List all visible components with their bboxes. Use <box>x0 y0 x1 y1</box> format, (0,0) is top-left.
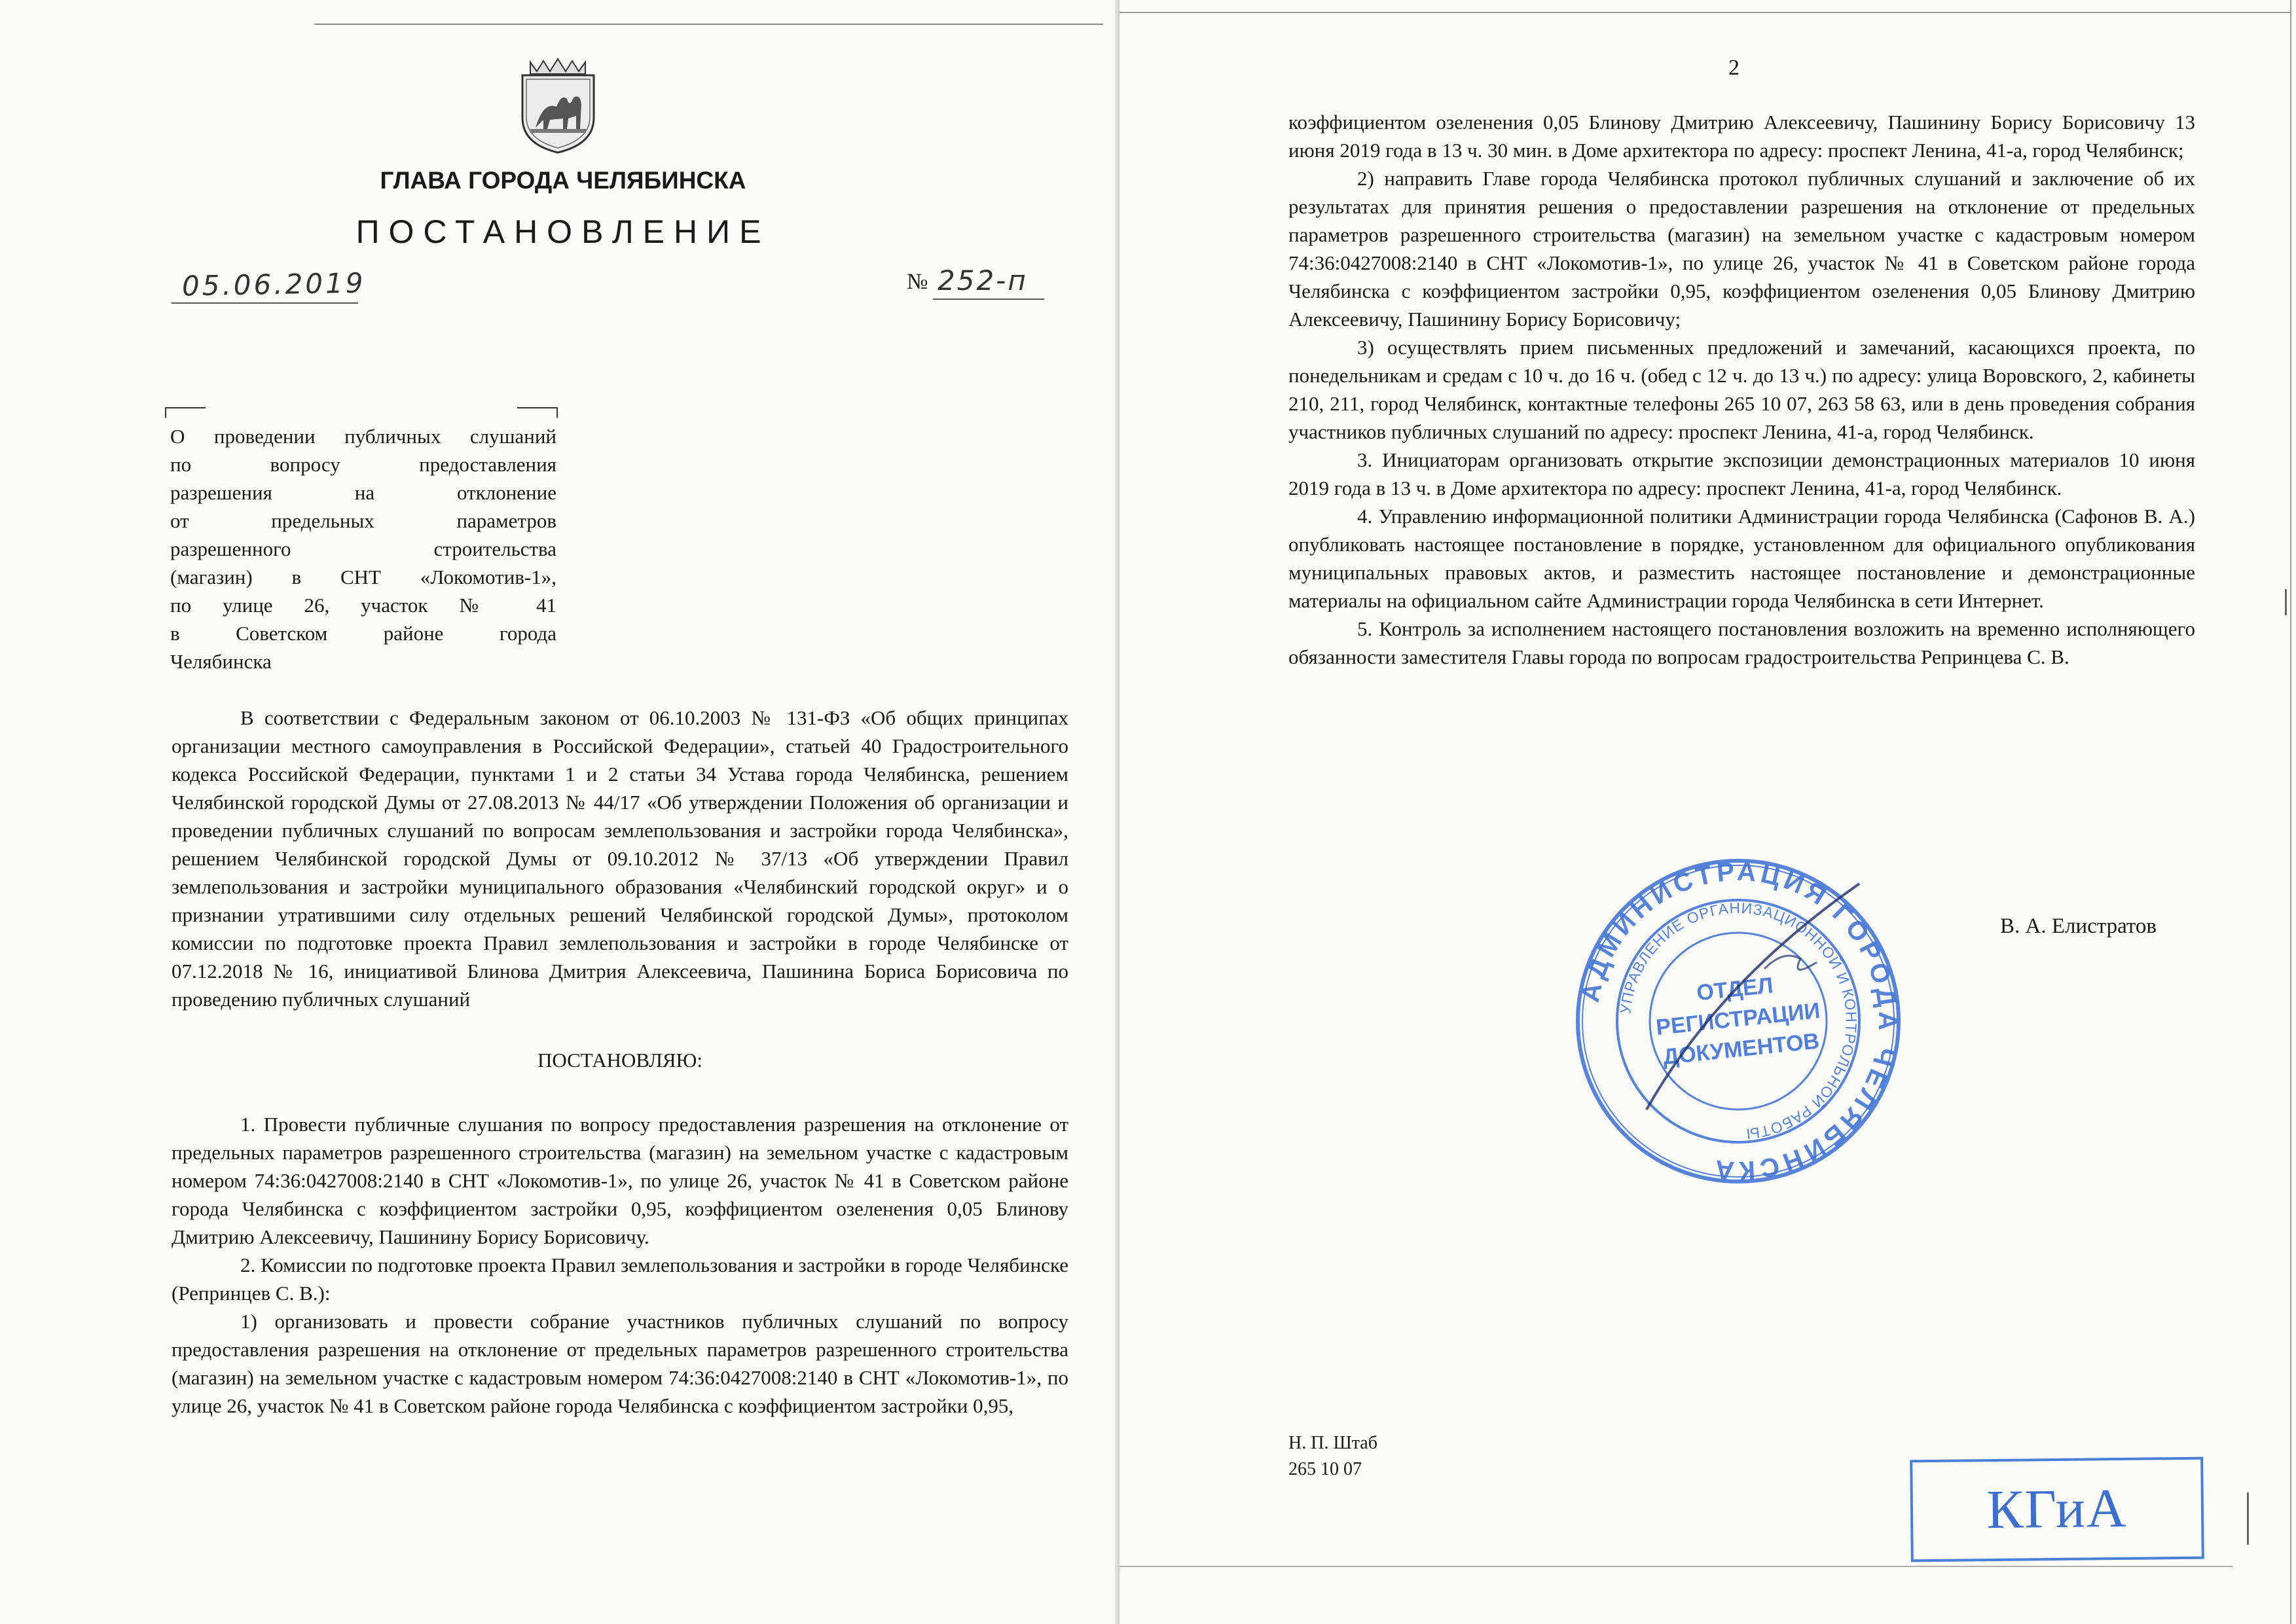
scan-mark <box>2247 1492 2249 1545</box>
department-box-stamp: КГиА <box>1910 1457 2204 1562</box>
subject-line: (магазин) в СНТ «Локомотив-1», <box>170 566 556 588</box>
item-2-3: 3) осуществлять прием письменных предложений и замечаний, касающихся проекта, по понедельникам и средам с 10 ч. до 16 ч. (обед с 12 ч. до 13 ч.) по адресу: улица Воровского, 2, кабинеты 210, 211, город Челябинск, контактные телефоны 265 10 07, 263 58 63, или в день проведения собрания участников публичных слушаний по адресу: проспект Ленина, 41-а, город Челябинск. <box>1288 336 2195 443</box>
item-4: 4. Управлению информационной политики Администрации города Челябинска (Сафонов В. А.) опубликовать настоящее постановление в порядке, установленном для официального опубликования муниципальных правовых актов, и разместить настоящее постановление и демонстрационные материалы на официальном сайте Администрации города Челябинска в сети Интернет. <box>1288 505 2195 612</box>
subject-line: разрешенного строительства <box>170 537 556 560</box>
item-2: 2. Комиссии по подготовке проекта Правил землепользования и застройки в городе Челябинске (Репринцев С. В.): <box>172 1254 1068 1305</box>
subject-line: Челябинска <box>170 650 272 673</box>
scan-edge-bottom <box>1120 1566 2232 1567</box>
item-2-1-start: 1) организовать и провести собрание участников публичных слушаний по вопросу предоставления разрешения на отклонение от предельных параметров разрешенного строительства (магазин) на земельном участке с кадастровым номером 74:36:0427008:2140 в СНТ «Локомотив-1», по улице 26, участок № 41 в Советском районе города Челябинска с коэффициентом застройки 0,95, <box>172 1310 1068 1417</box>
subject-line: разрешения на отклонение <box>170 481 556 504</box>
scan-edge-top <box>314 24 1103 25</box>
subject-corner-right <box>517 407 558 418</box>
stamp-center-line: РЕГИСТРАЦИИ <box>1654 998 1821 1041</box>
page-1 <box>0 0 1120 1624</box>
date-underline <box>172 302 358 304</box>
stamp-center-line: ОТДЕЛ <box>1695 973 1775 1006</box>
authority-title: ГЛАВА ГОРОДА ЧЕЛЯБИНСКА <box>380 167 746 194</box>
page-number: 2 <box>1728 56 1740 80</box>
handwritten-date: 05.06.2019 <box>181 266 366 302</box>
executor-phone: 265 10 07 <box>1288 1459 1362 1479</box>
number-sign: № <box>907 270 928 294</box>
item-3: 3. Инициаторам организовать открытие экспозиции демонстрационных материалов 10 июня 2019 года в 13 ч. в Доме архитектора по адресу: проспект Ленина, 41-а, город Челябинск. <box>1288 448 2195 499</box>
preamble: В соответствии с Федеральным законом от 06.10.2003 № 131-ФЗ «Об общих принципах организации местного самоуправления в Российской Федерации», статьей 40 Градостроительного кодекса Российской Федерации, пунктами 1 и 2 статьи 34 Устава города Челябинска, решением Челябинской городской Думы от 27.08.2013 № 44/17 «Об утверждении Положения об организации и проведении публичных слушаний по вопросам землепользования и застройки города Челябинска», решением Челябинской городской Думы от 09.10.2012 № 37/13 «Об утверждении Правил землепользования и застройки муниципального образования «Челябинский городской округ» и о признании утратившими силу отдельных решений Челябинской городской Думы», протоколом комиссии по подготовке проекта Правил землепользования и застройки в городе Челябинске от 07.12.2018 № 16, инициативой Блинова Дмитрия Алексеевича, Пашинина Бориса Борисовича по проведению публичных слушаний <box>172 706 1068 1011</box>
scan-mark <box>2285 589 2287 615</box>
subject-line: по вопросу предоставления <box>170 453 556 476</box>
scan-edge-top <box>1120 12 2291 13</box>
scan-edge-right <box>2290 0 2291 1624</box>
subject-line: от предельных параметров <box>170 509 556 532</box>
resolve-heading: ПОСТАНОВЛЯЮ: <box>537 1049 703 1072</box>
body-page1 <box>172 704 1068 1420</box>
subject-block <box>170 422 556 676</box>
document-type: ПОСТАНОВЛЕНИЕ <box>355 213 771 250</box>
stamp-center-line: ДОКУМЕНТОВ <box>1662 1028 1821 1070</box>
item-2-1-end: коэффициентом озеленения 0,05 Блинову Дмитрию Алексеевичу, Пашинину Борису Борисовичу 13 июня 2019 года в 13 ч. 30 мин. в Доме архитектора по адресу: проспект Ленина, 41-а, город Челябинск; <box>1288 111 2195 162</box>
subject-line: в Советском районе города <box>170 622 556 645</box>
subject-line: О проведении публичных слушаний <box>170 425 556 448</box>
stamp-outer-text: АДМИНИСТРАЦИЯ ГОРОДА ЧЕЛЯБИНСКА <box>1575 857 1903 1185</box>
official-round-stamp <box>1568 851 1908 1191</box>
body-page2 <box>1288 108 2195 671</box>
signature-stroke <box>1764 956 1817 969</box>
coat-of-arms-icon <box>517 56 599 154</box>
item-1: 1. Провести публичные слушания по вопросу предоставления разрешения на отклонение от предельных параметров разрешенного строительства (магазин) на земельном участке с кадастровым номером 74:36:0427008:2140 в СНТ «Локомотив-1», по улице 26, участок № 41 в Советском районе города Челябинска с коэффициентом застройки 0,95, коэффициентом озеленения 0,05 Блинову Дмитрию Алексеевичу, Пашинину Борису Борисовичу. <box>172 1113 1068 1248</box>
stamp-inner-text: УПРАВЛЕНИЕ ОРГАНИЗАЦИОННОЙ И КОНТРОЛЬНОЙ РАБОТЫ <box>1616 899 1861 1143</box>
item-5: 5. Контроль за исполнением настоящего постановления возложить на временно исполняющего обязанности заместителя Главы города по вопросам градостроительства Репринцева С. В. <box>1288 617 2195 668</box>
number-underline <box>933 298 1044 300</box>
subject-line: по улице 26, участок № 41 <box>170 594 556 617</box>
item-2-2: 2) направить Главе города Челябинска протокол публичных слушаний и заключение об их результатах для принятия решения о предоставлении разрешения на отклонение от предельных параметров разрешенного строительства (магазин) на земельном участке с кадастровым номером 74:36:0427008:2140 в СНТ «Локомотив-1», по улице 26, участок № 41 в Советском районе города Челябинска с коэффициентом застройки 0,95, коэффициентом озеленения 0,05 Блинову Дмитрию Алексеевичу, Пашинину Борису Борисовичу; <box>1288 167 2195 331</box>
executor-name: Н. П. Штаб <box>1288 1433 1377 1453</box>
subject-corner-left <box>165 407 206 418</box>
handwritten-number: 252-п <box>938 264 1028 297</box>
executor-block <box>1288 1430 1377 1483</box>
signatory-name: В. А. Елистратов <box>2000 914 2157 938</box>
